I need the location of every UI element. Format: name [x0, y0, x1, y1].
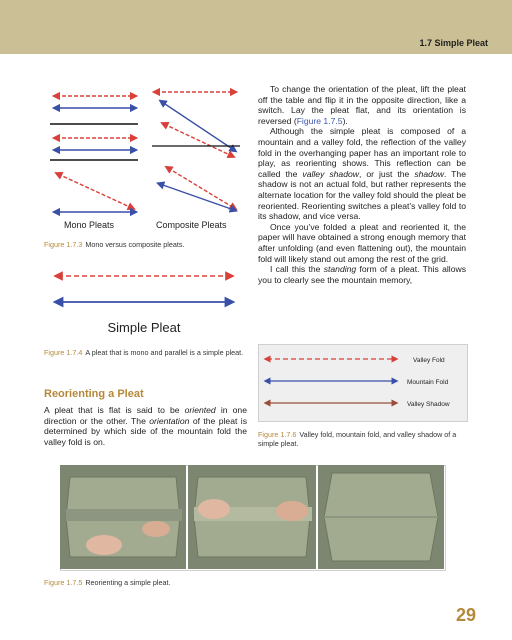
composite-pleats-label: Composite Pleats [156, 220, 227, 230]
simple-pleat-label: Simple Pleat [107, 320, 181, 335]
emphasis: shadow [414, 168, 444, 179]
text-run: To change the orientation of the pleat, lift the pleat off the table and flip it in the opposite direction, like a switch. Lay the pleat flat, and its orientation is reversed ( [258, 84, 466, 126]
mountain-arrow [160, 184, 234, 210]
photo-step-3-drawing [318, 465, 444, 569]
left-paragraph [44, 405, 247, 447]
figure-simple-pleat-drawing [44, 262, 244, 338]
figure-mono-composite [44, 84, 244, 234]
figure-caption [44, 578, 344, 587]
figure-caption-text: A pleat that is mono and parallel is a simple pleat. [85, 348, 244, 357]
figure-caption-text: Mono versus composite pleats. [85, 240, 185, 249]
photo-step-2-drawing [188, 465, 316, 569]
mountain-arrow [162, 102, 234, 150]
photo-step-3 [318, 465, 444, 569]
text-run: Although the simple pleat is composed of a mountain and a valley fold, the reflection of the valley fold in the overhanging paper has an important role to play, as reorienting shows. This reflection can be called the [258, 126, 466, 179]
paragraph: Once you’ve folded a pleat and reoriented it, the paper will have obtained a strong enough memory that after unfolding (and even flattening out), the mountain fold will likely stand out among the rest of the grid. [258, 221, 466, 264]
page-number: 29 [455, 605, 476, 625]
figure-caption [258, 430, 466, 448]
section-heading: Reorienting a Pleat [44, 388, 144, 400]
text-run: I call this the [270, 264, 324, 275]
legend-label-valley: Valley Fold [413, 357, 445, 364]
text-run: A pleat that is flat is said to be [44, 405, 185, 415]
valley-arrow [164, 124, 232, 156]
figure-mono-composite-drawing [44, 84, 244, 234]
emphasis: valley shadow [302, 168, 359, 179]
text-run: of the pleat is determined by which side of the mountain fold the valley fold is on. [44, 415, 247, 447]
emphasis: orientation [149, 415, 190, 426]
figure-link[interactable]: Figure 1.7.5 [296, 115, 343, 126]
legend-label-shadow: Valley Shadow [407, 401, 450, 408]
photo-step-2 [188, 465, 316, 569]
figure-caption [44, 240, 244, 249]
figure-number: Figure 1.7.3 [44, 240, 83, 249]
header-band [0, 0, 512, 54]
photo-step-1 [60, 465, 186, 569]
text-run: form of a pleat. This allows you to clearly see the mountain memory, [258, 264, 466, 285]
figure-caption-text: Valley fold, mountain fold, and valley shadow of a simple pleat. [258, 430, 457, 449]
chapter-section-title: 1.7 Simple Pleat [419, 38, 488, 48]
text-run: ). [342, 115, 348, 126]
photo-step-1-drawing [60, 465, 186, 569]
emphasis: standing [323, 264, 357, 275]
figure-caption-text: Reorienting a simple pleat. [85, 578, 171, 587]
figure-number: Figure 1.7.6 [258, 430, 297, 439]
legend-label-mountain: Mountain Fold [407, 379, 449, 386]
text-run: , or just the [358, 168, 415, 179]
mono-pleats-label: Mono Pleats [64, 220, 115, 230]
figure-number: Figure 1.7.4 [44, 348, 83, 357]
figure-fold-legend [258, 344, 468, 422]
figure-number: Figure 1.7.5 [44, 578, 83, 587]
figure-fold-legend-drawing [259, 345, 467, 421]
figure-simple-pleat [44, 262, 244, 338]
text-run: in one direction or the other. The [44, 405, 247, 426]
valley-arrow [168, 168, 234, 208]
right-column-text [258, 84, 466, 285]
text-run: . The shadow is not an actual fold, but rather represents the alternate location for the valley fold should the pleat be reoriented. Reorienting switches a pleat’s valley fold to its shadow, and vice versa. [258, 168, 466, 222]
emphasis: oriented [184, 405, 216, 415]
figure-caption [44, 348, 244, 357]
valley-arrow [58, 174, 132, 208]
